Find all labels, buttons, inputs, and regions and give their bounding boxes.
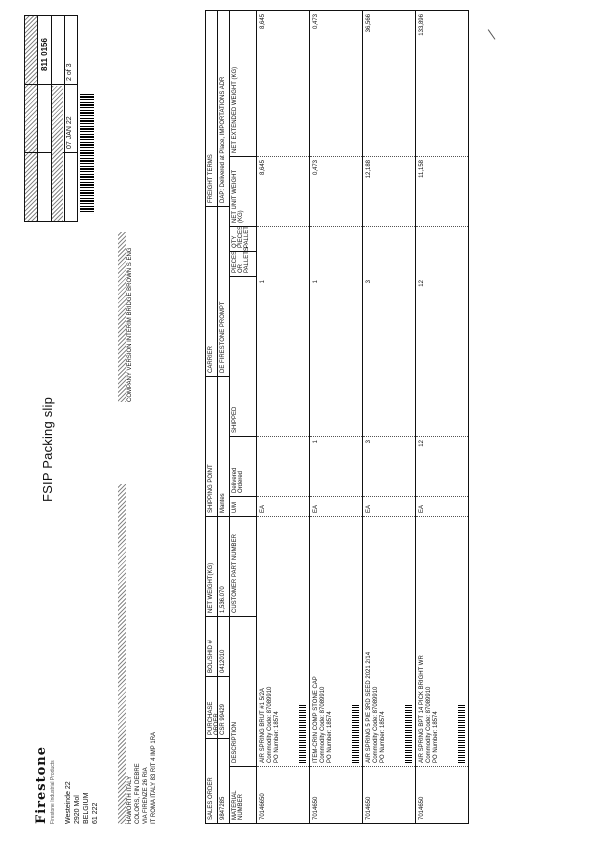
header-labels-row: SALES ORDER PURCHASE ORDER BOL/SHID # NET WEIGHT(KG) SHIPPING POINT CARRIER FREIGHT TERMS <box>206 11 218 823</box>
barcode <box>352 703 359 763</box>
column-header-row: MATERIAL NUMBER DESCRIPTION CUSTOMER PART NUMBER U/M Delivered Ordered SHIPPED PIECES OR PALLETS QTY PIECES PALLET NET UNIT WEIGHT (KG) NET EXTENDED WEIGHT (KG) <box>230 11 257 823</box>
table-row: 7014650 ITEM-CRIN COMP STONE CAP Commodity Code: 87089910 PO Number: 18574 EA 1 1 0,473 0,473 <box>310 11 363 823</box>
redacted-block <box>52 86 63 221</box>
document-number: 811 0156 <box>40 38 49 71</box>
barcode <box>80 92 94 212</box>
pen-mark-icon <box>488 22 506 39</box>
document-date: 07 JAN 22 <box>66 116 73 149</box>
company-logo-subtitle: Firestone Industrial Products <box>50 760 56 824</box>
header-values-row: 9847285 CSR 99429 0412010 1,536.070 Mantes DE FIRESTONE PROMPT DAP: Delivered at Place, IMPORTATIONS ADR <box>218 11 230 823</box>
packing-table <box>205 10 469 824</box>
table-row: 70146650 AIR SPRING BRUT #1 5/2A Commodity Code: 87089910 PO Number: 18574 EA 1 8,645 8,645 <box>257 11 310 823</box>
ship-to-block: HAWORTH ITALY COLORS, FIN DEBRE VIA FIRENZE 26 RIA IT ROMA ITALY 83 RIT 4 IMP 1RA <box>118 404 158 824</box>
page-indicator: 2 of 3 <box>66 63 73 81</box>
barcode <box>458 703 465 763</box>
table-row: 7014650 AIR SPRING 5 PIE 3RD SEED 2021 2/14 Commodity Code: 87089910 PO Number: 18574 EA 3 3 12,188 36,566 <box>363 11 416 823</box>
header-info-grid <box>24 15 78 222</box>
redacted-block <box>25 16 37 221</box>
table-row: 7014650 AIR SPRING BPT 14 PICK BRIGHT WR Commodity Code: 87089910 PO Number: 18574 EA 12 12 11,158 133,896 <box>416 11 468 823</box>
barcode <box>405 703 412 763</box>
sender-address: Westeinde 22 2920 Mol BELGIUM 61 222 <box>65 781 99 824</box>
ship-to-right-block: COMPANY VERSION INTERIM BRIDGE BROWN S ENG <box>118 18 134 402</box>
document-title: FSIP Packing slip <box>40 396 55 502</box>
redacted-block <box>118 484 126 824</box>
company-logo: Firestone <box>34 745 49 824</box>
redacted-block <box>118 232 126 402</box>
barcode <box>299 703 306 763</box>
